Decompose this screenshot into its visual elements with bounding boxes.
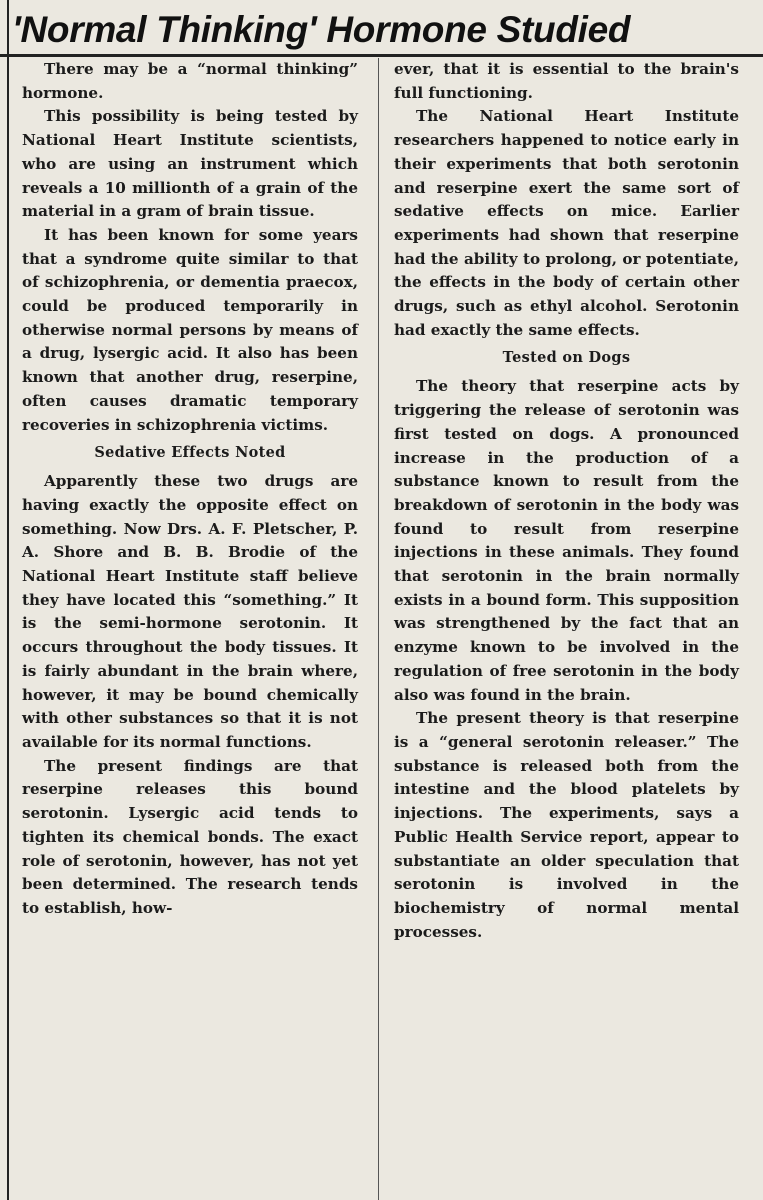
paragraph: The present findings are that reserpine releases this bound serotonin. Lysergic acid tends to tighten its chemical bonds. The exact role of serotonin, however, has not yet been determined. The research tends to establish, how- <box>22 756 358 917</box>
paragraph-continuation: ever, that it is essential to the brain's full functioning. <box>394 60 739 102</box>
paragraph: The National Heart Institute researchers happened to notice early in their experiments that both serotonin and reserpine exert the same sort of sedative effects on mice. Earlier experiments had shown that reserpine had the ability to prolong, or potentiate, the effects in the body of certain other drugs, such as ethyl alcohol. Serotonin had exactly the same effects. <box>394 107 739 339</box>
left-border-rule <box>7 0 9 1200</box>
headline: 'Normal Thinking' Hormone Studied <box>12 9 631 50</box>
paragraph: There may be a “normal thinking” hormone. <box>22 60 358 102</box>
paragraph: The theory that reserpine acts by triggering the release of serotonin was first tested on dogs. A pronounced increase in the production of a substance known to result from the breakdown of serotonin in the body was found to result from reserpine injections in these animals. They found that serotonin in the brain normally exists in a bound form. This supposition was strengthened by the fact that an enzyme known to be involved in the regulation of free serotonin in the body also was found in the brain. <box>394 377 739 704</box>
right-column <box>394 58 739 944</box>
paragraph: This possibility is being tested by National Heart Institute scientists, who are using an instrument which reveals a 10 millionth of a grain of the material in a gram of brain tissue. <box>22 107 358 221</box>
paragraph: It has been known for some years that a syndrome quite similar to that of schizophrenia, or dementia praecox, could be produced temporarily in otherwise normal persons by means of a drug, lysergic acid. It also has been known that another drug, reserpine, often causes dramatic temporary recoveries in schizophrenia victims. <box>22 225 358 434</box>
left-column <box>22 58 358 921</box>
subheading-tested-on-dogs: Tested on Dogs <box>502 349 631 367</box>
paragraph: The present theory is that reserpine is a “general serotonin releaser.” The substance is released both from the intestine and the blood platelets by injections. The experiments, says a Public Health Service report, appear to substantiate an older speculation that serotonin is involved in the biochemistry of normal mental processes. <box>394 709 739 941</box>
column-divider <box>378 58 379 1200</box>
headline-rule <box>0 54 763 57</box>
paragraph: Apparently these two drugs are having exactly the opposite effect on something. Now Drs. A. F. Pletscher, P. A. Shore and B. B. Brodie of the National Heart Institute staff believe they have located this “something.” It is the semi-hormone serotonin. It occurs throughout the body tissues. It is fairly abundant in the brain where, however, it may be bound chemically with other substances so that it is not available for its normal functions. <box>22 472 358 751</box>
subheading-sedative-effects: Sedative Effects Noted <box>94 444 286 462</box>
